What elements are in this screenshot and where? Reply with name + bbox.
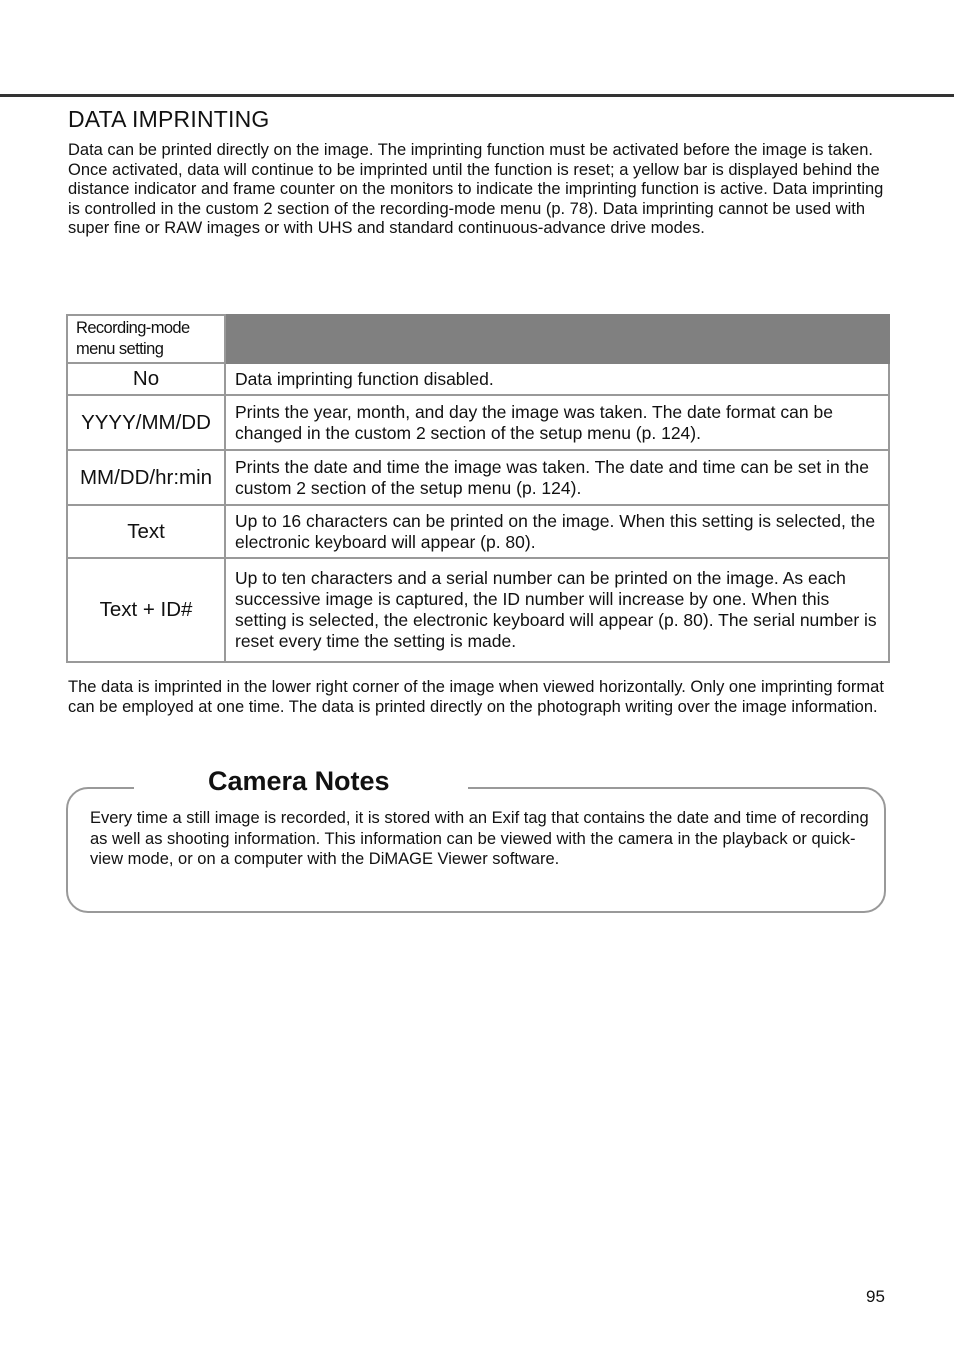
table-header-description: [225, 315, 889, 363]
camera-notes-body: Every time a still image is recorded, it is stored with an Exif tag that contains the date and time of recording as well as shooting information. This information can be viewed with the camera in the playback or quick-view mode, or on a computer with the DiMAGE Viewer software.: [90, 809, 869, 868]
setting-cell: YYYY/MM/DD: [67, 395, 225, 450]
description-cell: Prints the year, month, and day the image was taken. The date format can be changed in the custom 2 section of the setup menu (p. 124).: [225, 395, 889, 450]
page-number: 95: [866, 1287, 885, 1306]
table-row: [67, 558, 889, 662]
description-cell: Up to ten characters and a serial number can be printed on the image. As each successive image is captured, the ID number will increase by one. When this setting is selected, the electronic keyboard will appear (p. 80). The serial number is reset every time the setting is made.: [225, 558, 889, 662]
table-header-setting: Recording-mode menu setting: [67, 315, 225, 363]
description-cell: Data imprinting function disabled.: [225, 363, 889, 395]
setting-cell: Text + ID#: [67, 558, 225, 662]
table-row: [67, 450, 889, 505]
top-rule: [0, 94, 954, 97]
table-row: [67, 395, 889, 450]
settings-table: [66, 314, 890, 663]
table-row: [67, 505, 889, 558]
footer-paragraph: The data is imprinted in the lower right corner of the image when viewed horizontally. Only one imprinting format can be employed at one time. The data is printed directly on the photograph writing over the image information.: [68, 678, 884, 716]
description-cell: Prints the date and time the image was taken. The date and time can be set in the custom 2 section of the setup menu (p. 124).: [225, 450, 889, 505]
description-cell: Up to 16 characters can be printed on the image. When this setting is selected, the electronic keyboard will appear (p. 80).: [225, 505, 889, 558]
intro-paragraph: Data can be printed directly on the image. The imprinting function must be activated before the image is taken. Once activated, data will continue to be imprinted until the function is reset; a yellow bar is displayed behind the distance indicator and frame counter on the monitors to indicate the imprinting function is active. Data imprinting is controlled in the custom 2 section of the recording-mode menu (p. 78). Data imprinting cannot be used with super fine or RAW images or with UHS and standard continuous-advance drive modes.: [68, 141, 884, 237]
setting-cell: Text: [67, 505, 225, 558]
table-header-row: [67, 315, 889, 363]
camera-notes-title: Camera Notes: [208, 766, 390, 796]
setting-cell: No: [67, 363, 225, 395]
setting-cell: MM/DD/hr:min: [67, 450, 225, 505]
section-title: DATA IMPRINTING: [68, 106, 270, 132]
table-row: [67, 363, 889, 395]
